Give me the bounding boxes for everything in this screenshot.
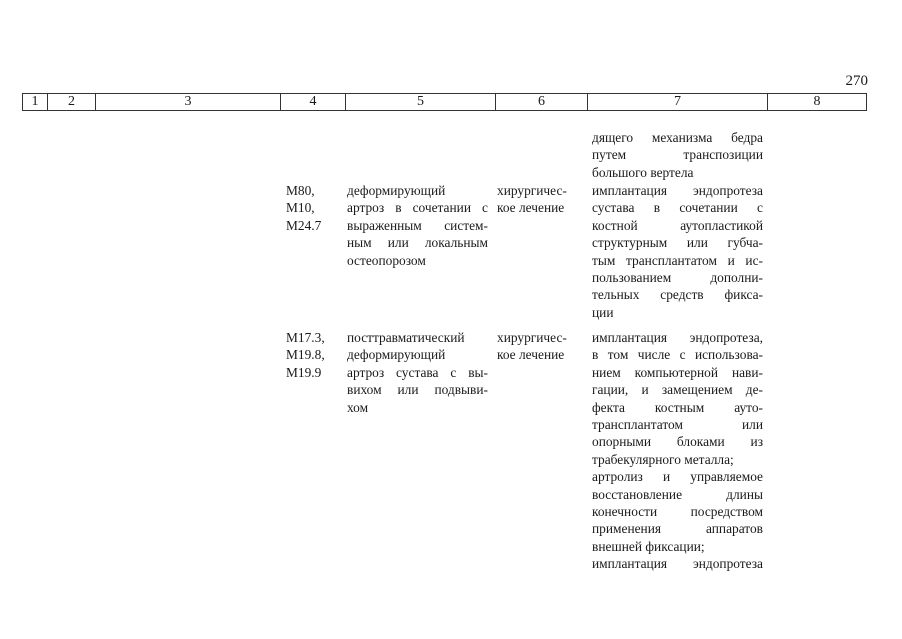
text-line: дящего механизма бедра (592, 130, 763, 145)
text-line: хирургичес- (497, 183, 567, 198)
header-col-5: 5 (346, 94, 496, 110)
text-line: M80, (286, 183, 315, 198)
text-line: гации, и замещением де- (592, 382, 763, 398)
text-line: остеопорозом (347, 252, 426, 268)
text-line: хом (347, 399, 369, 415)
header-col-7: 7 (588, 94, 768, 110)
text-line: костной аутопластикой (592, 217, 763, 233)
text-line: тым трансплантатом и ис- (592, 252, 763, 268)
text-line: артроз сустава с вы- (347, 364, 488, 380)
text-line: пользованием дополни- (592, 270, 763, 286)
text-line: трабекулярного металла; (592, 451, 734, 467)
text-line: восстановление длины (592, 486, 763, 502)
text-line: тельных средств фикса- (592, 287, 763, 303)
text-line: M19.8, (286, 347, 325, 363)
row-1-treatment-type (497, 182, 580, 217)
row-1-patient-model (347, 182, 488, 269)
text-line: ции (592, 304, 614, 320)
text-line: внешней фиксации; (592, 538, 705, 554)
text-line: структурным или губча- (592, 235, 763, 251)
text-line: имплантация эндопротеза (592, 183, 763, 198)
text-line: фекта костным ауто- (592, 399, 763, 415)
text-line: имплантация эндопротеза (592, 556, 763, 572)
text-line: трансплантатом или (592, 417, 763, 433)
text-line: M17.3, (286, 330, 325, 345)
text-line: вихом или подвыви- (347, 382, 488, 398)
text-line: M24.7 (286, 217, 322, 233)
text-line: деформирующий (347, 347, 446, 363)
header-col-4: 4 (281, 94, 346, 110)
text-line: выраженным систем- (347, 217, 488, 233)
header-col-8: 8 (813, 94, 821, 109)
text-line: M10, (286, 200, 315, 216)
text-line: кое лечение (497, 200, 565, 216)
text-line: посттравматический (347, 330, 465, 345)
table-column-header (22, 93, 867, 111)
text-line: применения аппаратов (592, 521, 763, 537)
row-1-treatment-method (592, 182, 763, 321)
text-line: артролиз и управляемое (592, 469, 763, 485)
text-line: хирургичес- (497, 330, 567, 345)
page-number: 270 (845, 73, 868, 89)
header-col-3: 3 (96, 94, 281, 110)
text-line: путем транспозиции (592, 147, 763, 163)
header-col-1: 1 (23, 94, 48, 110)
text-line: сустава в сочетании с (592, 200, 763, 216)
row-1-diagnosis-codes (286, 182, 338, 234)
text-line: конечности посредством (592, 504, 763, 520)
row-2-treatment-type (497, 329, 580, 364)
text-line: большого вертела (592, 164, 694, 180)
text-line: артроз в сочетании с (347, 200, 488, 216)
text-line: ным или локальным (347, 235, 488, 251)
text-line: имплантация эндопротеза, (592, 330, 763, 345)
row-2-patient-model (347, 329, 488, 416)
text-line: опорными блоками из (592, 434, 763, 450)
header-col-6: 6 (496, 94, 588, 110)
text-line: деформирующий (347, 183, 446, 198)
text-line: M19.9 (286, 364, 322, 380)
text-line: в том числе с использова- (592, 347, 763, 363)
header-col-2: 2 (48, 94, 96, 110)
continuation-method-text (592, 129, 763, 181)
text-line: нием компьютерной нави- (592, 364, 763, 380)
row-2-treatment-method (592, 329, 763, 573)
row-2-diagnosis-codes (286, 329, 338, 381)
text-line: кое лечение (497, 347, 565, 363)
